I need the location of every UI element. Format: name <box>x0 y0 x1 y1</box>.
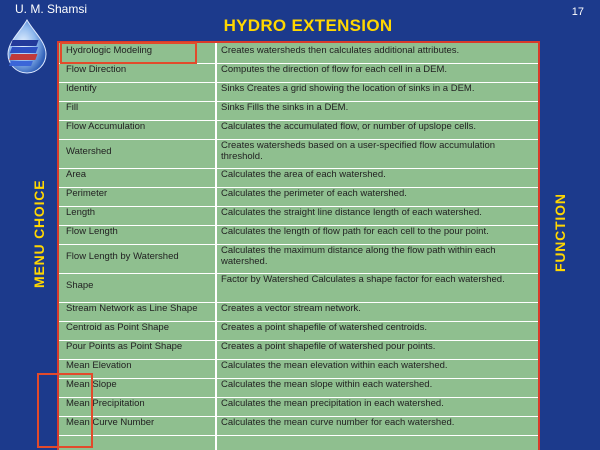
function-cell: Sinks Fills the sinks in a DEM. <box>217 102 535 120</box>
table-row <box>59 45 538 63</box>
table-row <box>59 417 538 435</box>
table-row <box>59 64 538 82</box>
table-row <box>59 322 538 340</box>
row-divider <box>59 435 538 436</box>
function-cell: Calculates the mean precipitation in each watershed. <box>217 398 535 416</box>
function-cell: Calculates the accumulated flow, or number of upslope cells. <box>217 121 535 139</box>
function-cell: Computes the direction of flow for each cell in a DEM. <box>217 64 535 82</box>
menu-choice-cell[interactable]: Watershed <box>62 140 215 168</box>
table-row <box>59 121 538 139</box>
menu-choice-cell[interactable]: Mean Precipitation <box>62 398 215 416</box>
slide-title: HYDRO EXTENSION <box>223 16 393 35</box>
table-row <box>59 188 538 206</box>
table-row <box>59 83 538 101</box>
menu-choice-cell[interactable]: Flow Accumulation <box>62 121 215 139</box>
function-cell: Creates a point shapefile of watershed centroids. <box>217 322 535 340</box>
menu-choice-cell[interactable]: Pour Points as Point Shape <box>62 341 215 359</box>
table-row <box>59 398 538 416</box>
function-cell: Factor by Watershed Calculates a shape factor for each watershed. <box>217 274 535 302</box>
function-cell: Calculates the mean elevation within each watershed. <box>217 360 535 378</box>
menu-choice-cell[interactable]: Length <box>62 207 215 225</box>
table-row <box>59 207 538 225</box>
table-row <box>59 140 538 168</box>
function-cell: Creates a vector stream network. <box>217 303 535 321</box>
hydro-drop-logo-icon <box>4 18 50 74</box>
menu-choice-cell[interactable]: Area <box>62 169 215 187</box>
table-row <box>59 360 538 378</box>
menu-choice-cell[interactable]: Flow Length by Watershed <box>62 245 215 273</box>
menu-choice-cell[interactable]: Stream Network as Line Shape <box>62 303 215 321</box>
table-row <box>59 379 538 397</box>
function-cell: Calculates the length of flow path for each cell to the pour point. <box>217 226 535 244</box>
function-cell: Creates watersheds then calculates additional attributes. <box>217 45 535 63</box>
author-label: U. M. Shamsi <box>15 2 88 16</box>
menu-choice-cell[interactable]: Shape <box>62 274 215 302</box>
function-cell: Sinks Creates a grid showing the location of sinks in a DEM. <box>217 83 535 101</box>
menu-choice-cell[interactable]: Centroid as Point Shape <box>62 322 215 340</box>
menu-choice-cell[interactable]: Hydrologic Modeling <box>62 45 215 63</box>
menu-choice-cell[interactable]: Fill <box>62 102 215 120</box>
table-row <box>59 226 538 244</box>
menu-choice-cell[interactable]: Flow Direction <box>62 64 215 82</box>
menu-choice-cell[interactable]: Mean Slope <box>62 379 215 397</box>
menu-choice-cell[interactable]: Mean Curve Number <box>62 417 215 435</box>
menu-choice-cell[interactable]: Perimeter <box>62 188 215 206</box>
table-row <box>59 274 538 302</box>
function-cell: Calculates the straight line distance length of each watershed. <box>217 207 535 225</box>
table-row <box>59 102 538 120</box>
table-row <box>59 169 538 187</box>
function-cell: Calculates the maximum distance along the flow path within each watershed. <box>217 245 535 273</box>
menu-choice-cell[interactable]: Flow Length <box>62 226 215 244</box>
hydro-table <box>59 43 538 450</box>
table-row <box>59 341 538 359</box>
menu-choice-cell[interactable]: Mean Elevation <box>62 360 215 378</box>
function-cell: Calculates the mean slope within each watershed. <box>217 379 535 397</box>
table-row <box>59 303 538 321</box>
function-cell: Creates a point shapefile of watershed pour points. <box>217 341 535 359</box>
function-cell: Calculates the perimeter of each watershed. <box>217 188 535 206</box>
table-row <box>59 245 538 273</box>
menu-choice-cell[interactable]: Identify <box>62 83 215 101</box>
page-number: 17 <box>571 6 584 18</box>
function-cell: Calculates the mean curve number for each watershed. <box>217 417 535 435</box>
function-cell: Creates watersheds based on a user-specified flow accumulation threshold. <box>217 140 535 168</box>
function-cell: Calculates the area of each watershed. <box>217 169 535 187</box>
